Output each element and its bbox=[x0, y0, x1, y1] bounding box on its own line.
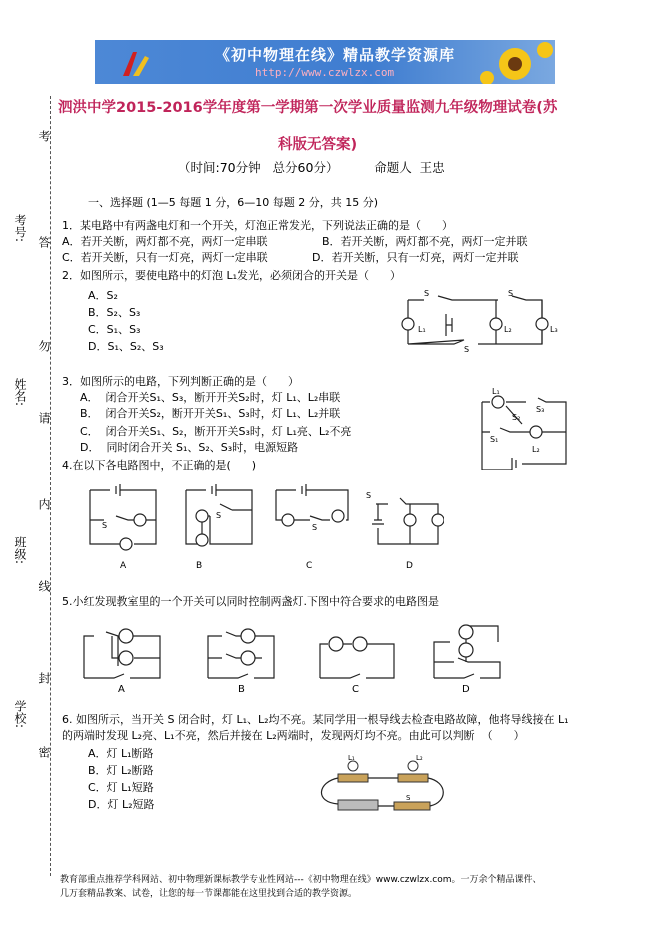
q1-stem: 1．某电路中有两盏电灯和一个开关，灯泡正常发光，下列说法正确的是（ ） bbox=[62, 219, 453, 232]
q4-d-label: D bbox=[406, 561, 413, 571]
sunflower-icon bbox=[475, 42, 555, 84]
side-banji: 班级: bbox=[13, 536, 27, 565]
q6-option-d: D．灯 L₂短路 bbox=[88, 798, 155, 811]
side-xuexiao: 学校: bbox=[13, 700, 27, 729]
side-kaohao: 考号: bbox=[13, 214, 27, 243]
q2-option-d: D．S₁、S₂、S₃ bbox=[88, 340, 164, 353]
side-kao: 考 bbox=[37, 130, 51, 142]
q1-option-b: B．若开关断，两灯都不亮，两灯一定并联 bbox=[322, 235, 528, 248]
section-heading: 一、选择题 (1—5 每题 1 分，6—10 每题 2 分，共 15 分) bbox=[88, 196, 379, 209]
q6-option-b: B．灯 L₂断路 bbox=[88, 764, 154, 777]
q2-circuit-diagram bbox=[398, 286, 558, 356]
q4-a-label: A bbox=[120, 561, 127, 571]
q5-circuit-b bbox=[208, 629, 274, 695]
q6-stem-line2: 的两端时发现 L₂亮、L₁不亮，然后并接在 L₂两端时，发现两灯均不亮。由此可以判断 （ ） bbox=[62, 729, 525, 742]
side-qing: 请 bbox=[37, 412, 51, 424]
q3-s2-label: S₂ bbox=[512, 413, 521, 422]
q2-s-label-2: S bbox=[508, 289, 514, 298]
exam-subtitle: （时间:70分钟 总分60分） 命题人 王忠 bbox=[178, 160, 445, 175]
q4-circuit-a bbox=[90, 484, 156, 571]
q4-c-label: C bbox=[306, 561, 313, 571]
q3-l2-label: L₂ bbox=[532, 445, 540, 454]
q2-stem: 2．如图所示，要使电路中的灯泡 L₁发光，必须闭合的开关是（ ） bbox=[62, 269, 402, 282]
exam-title-cont: 科版无答案) bbox=[278, 137, 358, 153]
q5-stem: 5.小红发现教室里的一个开关可以同时控制两盏灯.下图中符合要求的电路图是 bbox=[62, 595, 439, 608]
footer-line1: 教育部重点推荐学科网站、初中物理新课标教学专业性网站---《初中物理在线》www.czwlzx.com。一万余个精品课件、 bbox=[60, 875, 542, 885]
side-da: 答 bbox=[37, 236, 51, 248]
side-xingming: 姓名: bbox=[13, 378, 27, 407]
q3-circuit-diagram bbox=[476, 386, 576, 470]
q3-s3-label: S₃ bbox=[536, 405, 545, 414]
q6-l1-label: L₁ bbox=[348, 754, 355, 762]
q4-b-label: B bbox=[196, 561, 203, 571]
q4-a-s-label: S bbox=[102, 521, 108, 530]
q4-c-s-label: S bbox=[312, 523, 318, 532]
q6-s-label: S bbox=[406, 794, 411, 802]
side-xian: 线 bbox=[37, 580, 51, 592]
q6-option-a: A．灯 L₁断路 bbox=[88, 747, 154, 760]
q3-option-b: B． 闭合开关S₂，断开开关S₁、S₃时，灯 L₁、L₂并联 bbox=[80, 407, 341, 420]
side-nei: 内 bbox=[37, 498, 51, 510]
banner-title: 《初中物理在线》精品教学资源库 bbox=[215, 46, 456, 64]
side-wu: 勿 bbox=[37, 340, 51, 352]
q3-stem: 3．如图所示的电路，下列判断正确的是（ ） bbox=[62, 375, 299, 388]
q3-s1-label: S₁ bbox=[490, 435, 499, 444]
q2-option-a: A．S₂ bbox=[88, 289, 118, 302]
q4-circuit-diagrams bbox=[84, 480, 444, 576]
q2-l3-label: L₃ bbox=[550, 325, 558, 334]
q4-circuit-d bbox=[366, 491, 444, 571]
logo-icon bbox=[115, 46, 155, 80]
q2-l1-label: L₁ bbox=[418, 325, 426, 334]
q1-option-a: A．若开关断，两灯都不亮，两灯一定串联 bbox=[62, 235, 268, 248]
q2-option-b: B．S₂、S₃ bbox=[88, 306, 141, 319]
q3-l1-label: L₁ bbox=[492, 387, 500, 396]
side-feng: 封 bbox=[37, 672, 51, 684]
q4-d-s-label: S bbox=[366, 491, 372, 500]
q2-s-label-3: S bbox=[464, 345, 470, 354]
q5-c-label: C bbox=[352, 684, 359, 695]
side-mi: 密 bbox=[37, 746, 51, 758]
q5-b-label: B bbox=[238, 684, 245, 695]
q1-option-c: C．若开关断，只有一灯亮，两灯一定串联 bbox=[62, 251, 268, 264]
q4-b-s-label: S bbox=[216, 511, 222, 520]
q4-circuit-c bbox=[276, 484, 348, 571]
q4-stem: 4.在以下各电路图中，不正确的是( ) bbox=[62, 459, 257, 472]
q5-d-label: D bbox=[462, 684, 470, 695]
q6-l2-label: L₂ bbox=[416, 754, 423, 762]
banner-url: http://www.czwlzx.com bbox=[255, 66, 395, 79]
q5-circuit-d bbox=[434, 625, 500, 695]
q3-option-a: A． 闭合开关S₁、S₃，断开开关S₂时，灯 L₁、L₂串联 bbox=[80, 391, 341, 404]
q6-circuit-photo bbox=[308, 752, 458, 822]
q5-circuit-a bbox=[84, 629, 160, 695]
q3-option-d: D． 同时闭合开关 S₁、S₂、S₃时，电源短路 bbox=[80, 441, 299, 454]
q1-option-d: D．若开关断，只有一灯亮，两灯一定并联 bbox=[312, 251, 519, 264]
header-banner bbox=[95, 40, 555, 84]
q6-option-c: C．灯 L₁短路 bbox=[88, 781, 154, 794]
footer-line2: 几万套精品教案、试卷，让您的每一节课都能在这里找到合适的教学资源。 bbox=[60, 889, 358, 899]
q2-option-c: C．S₁、S₃ bbox=[88, 323, 141, 336]
q5-a-label: A bbox=[118, 684, 125, 695]
q3-option-c: C． 闭合开关S₁、S₂，断开开关S₃时，灯 L₁亮、L₂不亮 bbox=[80, 425, 352, 438]
q5-circuit-diagrams bbox=[78, 618, 508, 700]
q4-circuit-b bbox=[186, 484, 252, 571]
q2-s-label-1: S bbox=[424, 289, 430, 298]
q5-circuit-c bbox=[320, 637, 394, 695]
q6-stem-line1: 6. 如图所示，当开关 S 闭合时，灯 L₁、L₂均不亮。某同学用一根导线去检查电路故障，他将导线接在 L₁ bbox=[62, 713, 569, 726]
binding-line bbox=[50, 96, 51, 876]
q2-l2-label: L₂ bbox=[504, 325, 512, 334]
exam-title: 泗洪中学2015-2016学年度第一学期第一次学业质量监测九年级物理试卷(苏 bbox=[58, 100, 558, 116]
